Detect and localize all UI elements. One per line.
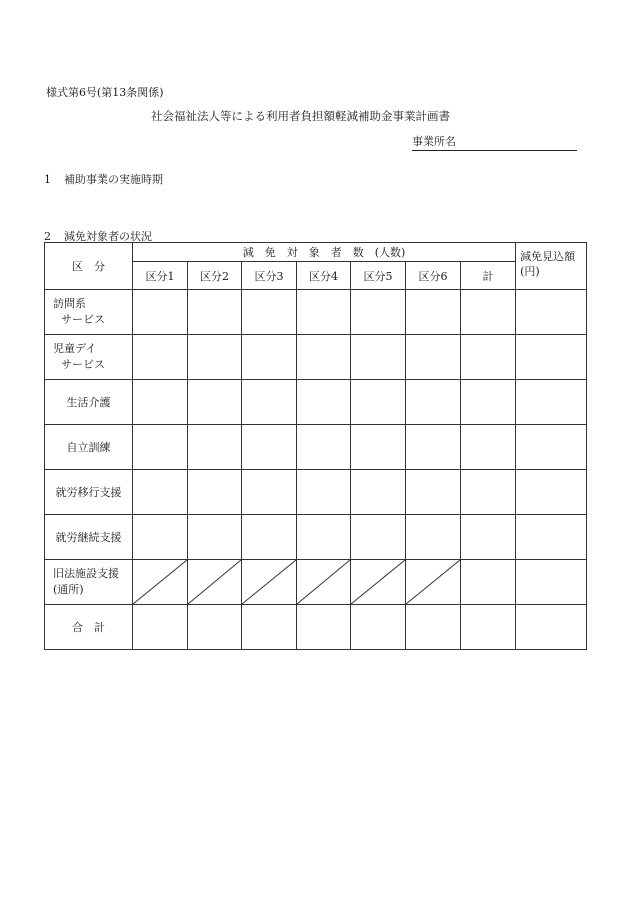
- row-label-line1: 児童デイ: [53, 342, 97, 355]
- data-cell[interactable]: [351, 380, 406, 425]
- document-title: 社会福祉法人等による利用者負担額軽減補助金事業計画書: [151, 109, 450, 123]
- data-cell[interactable]: [351, 335, 406, 380]
- row-label-line1: 就労継続支援: [55, 531, 122, 544]
- data-cell[interactable]: [242, 605, 297, 650]
- section-label: 補助事業の実施時期: [64, 173, 163, 186]
- data-cell[interactable]: [188, 335, 242, 380]
- row-label: [45, 470, 133, 515]
- data-cell[interactable]: [242, 470, 297, 515]
- data-cell[interactable]: [297, 335, 351, 380]
- data-cell[interactable]: [351, 290, 406, 335]
- data-cell[interactable]: [406, 335, 461, 380]
- division-header: 区分1: [133, 262, 188, 290]
- data-cell[interactable]: [461, 380, 516, 425]
- data-cell[interactable]: [351, 425, 406, 470]
- data-cell[interactable]: [133, 335, 188, 380]
- data-cell[interactable]: [133, 515, 188, 560]
- data-cell[interactable]: [242, 380, 297, 425]
- row-label-line2: サービス: [61, 358, 105, 371]
- data-cell[interactable]: [461, 515, 516, 560]
- data-cell[interactable]: [242, 335, 297, 380]
- data-cell[interactable]: [406, 290, 461, 335]
- row-label-line1: 訪問系: [53, 297, 86, 310]
- diagonal-strike: [351, 560, 405, 604]
- disabled-cell: [351, 560, 406, 605]
- data-cell[interactable]: [351, 470, 406, 515]
- data-cell[interactable]: [297, 515, 351, 560]
- data-cell[interactable]: [406, 470, 461, 515]
- data-cell[interactable]: [516, 605, 587, 650]
- disabled-cell: [406, 560, 461, 605]
- data-cell[interactable]: [406, 380, 461, 425]
- data-cell[interactable]: [188, 380, 242, 425]
- section-label: 減免対象者の状況: [64, 230, 152, 243]
- data-cell[interactable]: [516, 335, 587, 380]
- data-cell[interactable]: [516, 515, 587, 560]
- data-cell[interactable]: [461, 425, 516, 470]
- table-row: [45, 560, 587, 605]
- data-cell[interactable]: [133, 425, 188, 470]
- data-cell[interactable]: [297, 605, 351, 650]
- data-cell[interactable]: [133, 605, 188, 650]
- data-cell[interactable]: [516, 425, 587, 470]
- data-cell[interactable]: [516, 560, 587, 605]
- exemption-table: [44, 242, 587, 650]
- data-cell[interactable]: [188, 425, 242, 470]
- row-label: [45, 515, 133, 560]
- row-label: [45, 290, 133, 335]
- section-number: 2: [44, 230, 51, 243]
- data-cell[interactable]: [461, 335, 516, 380]
- disabled-cell: [133, 560, 188, 605]
- disabled-cell: [188, 560, 242, 605]
- section-implementation-period: [44, 171, 163, 187]
- division-header: 区分2: [188, 262, 242, 290]
- disabled-cell: [297, 560, 351, 605]
- row-label-line1: 自立訓練: [66, 441, 111, 454]
- data-cell[interactable]: [516, 470, 587, 515]
- form-number: 様式第6号(第13条関係): [46, 86, 164, 99]
- division-header: 区分3: [242, 262, 297, 290]
- count-header: 減 免 対 象 者 数 (人数): [133, 243, 516, 262]
- data-cell[interactable]: [516, 290, 587, 335]
- data-cell[interactable]: [351, 515, 406, 560]
- table-row: [45, 425, 587, 470]
- diagonal-strike: [406, 560, 460, 604]
- division-header: 計: [461, 262, 516, 290]
- table-row: [45, 605, 587, 650]
- row-label: [45, 425, 133, 470]
- row-label-line1: 旧法施設支援: [53, 567, 119, 580]
- data-cell[interactable]: [188, 290, 242, 335]
- table-row: [45, 335, 587, 380]
- office-name-label: 事業所名: [412, 135, 456, 148]
- data-cell[interactable]: [133, 290, 188, 335]
- data-cell[interactable]: [461, 290, 516, 335]
- data-cell[interactable]: [461, 470, 516, 515]
- row-label-line2: サービス: [61, 313, 105, 326]
- data-cell[interactable]: [297, 290, 351, 335]
- division-header: 区分6: [406, 262, 461, 290]
- data-cell[interactable]: [297, 470, 351, 515]
- data-cell[interactable]: [406, 425, 461, 470]
- category-header: 区 分: [45, 243, 133, 290]
- section-number: 1: [44, 173, 51, 186]
- data-cell[interactable]: [461, 560, 516, 605]
- data-cell[interactable]: [242, 290, 297, 335]
- diagonal-strike: [188, 560, 241, 604]
- row-label-line1: 就労移行支援: [55, 486, 122, 499]
- table-row: [45, 470, 587, 515]
- data-cell[interactable]: [516, 380, 587, 425]
- data-cell[interactable]: [188, 605, 242, 650]
- data-cell[interactable]: [188, 515, 242, 560]
- diagonal-strike: [242, 560, 296, 604]
- row-label: [45, 560, 133, 605]
- amount-header: [516, 243, 587, 290]
- data-cell[interactable]: [351, 605, 406, 650]
- row-label-line2: (通所): [53, 583, 84, 596]
- row-label: [45, 380, 133, 425]
- data-cell[interactable]: [242, 515, 297, 560]
- data-cell[interactable]: [133, 380, 188, 425]
- data-cell[interactable]: [297, 425, 351, 470]
- data-cell[interactable]: [297, 380, 351, 425]
- row-label-line1: 合 計: [72, 621, 105, 634]
- data-cell[interactable]: [188, 470, 242, 515]
- data-cell[interactable]: [242, 425, 297, 470]
- row-label: [45, 605, 133, 650]
- table-row: [45, 380, 587, 425]
- disabled-cell: [242, 560, 297, 605]
- amount-header-line1: 減免見込額: [520, 250, 576, 263]
- diagonal-strike: [133, 560, 187, 604]
- office-name-field[interactable]: [412, 133, 577, 151]
- division-header: 区分4: [297, 262, 351, 290]
- data-cell[interactable]: [406, 515, 461, 560]
- data-cell[interactable]: [133, 470, 188, 515]
- table-row: [45, 290, 587, 335]
- row-label: [45, 335, 133, 380]
- diagonal-strike: [297, 560, 350, 604]
- data-cell[interactable]: [406, 605, 461, 650]
- data-cell[interactable]: [461, 605, 516, 650]
- amount-header-line2: (円): [520, 265, 540, 278]
- division-header: 区分5: [351, 262, 406, 290]
- row-label-line1: 生活介護: [66, 396, 111, 409]
- table-row: [45, 515, 587, 560]
